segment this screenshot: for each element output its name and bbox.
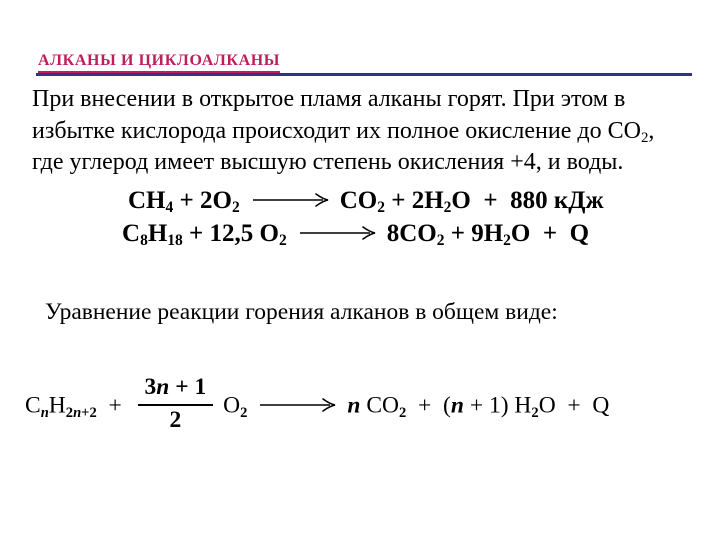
fraction-denominator	[138, 406, 214, 434]
subscript: 2	[640, 129, 649, 146]
subscript: 4	[165, 199, 174, 217]
intro-line	[32, 147, 700, 179]
long-right-arrow-icon	[297, 225, 377, 241]
page-title: АЛКАНЫ И ЦИКЛОАЛКАНЫ	[38, 52, 280, 73]
text-token: CH	[128, 187, 166, 214]
text-token: + 1) H	[463, 392, 532, 419]
text-token: При внесении в открытое пламя алканы горят. При этом в	[32, 86, 626, 112]
general-equation-caption: Уравнение реакции горения алканов в общем виде:	[45, 299, 558, 325]
subscript: 2	[503, 232, 511, 250]
text-token: + 9H	[444, 220, 504, 247]
subscript: 2	[65, 404, 74, 421]
text-token: CO	[339, 187, 378, 214]
text-token: + 2O	[173, 187, 232, 214]
fraction-numerator	[138, 375, 214, 406]
text-token: n	[347, 392, 361, 419]
text-token: +	[96, 392, 134, 419]
text-token: + 1	[169, 374, 207, 400]
text-token: n	[156, 374, 170, 400]
text-token: O + Q	[538, 392, 610, 419]
text-token: O	[217, 392, 241, 419]
subscript: 2	[231, 199, 240, 217]
text-token: ,	[648, 117, 655, 144]
long-right-arrow-icon	[250, 192, 330, 208]
subscript: 2	[399, 404, 407, 421]
text-token: + (	[406, 392, 451, 419]
intro-paragraph	[32, 84, 700, 179]
text-token: CO	[360, 392, 400, 419]
text-token: 8CO	[386, 220, 437, 247]
fraction	[138, 375, 214, 434]
subscript: +2	[81, 404, 97, 421]
text-token: C	[122, 220, 141, 247]
subscript: 2	[436, 232, 445, 250]
text-token: где углерод имеет высшую степень окисления +4, и воды.	[32, 149, 624, 175]
text-token: избытке кислорода происходит их полное окисление до CO	[32, 117, 641, 144]
title-divider	[36, 73, 692, 76]
subscript: 2	[443, 199, 452, 217]
subscript: 2	[377, 199, 385, 217]
text-token: H	[147, 220, 168, 247]
subscript: 2	[531, 404, 539, 421]
text-token: + 12,5 O	[182, 220, 279, 247]
subscript: n	[73, 404, 82, 421]
subscript: 2	[240, 404, 248, 421]
equation-octane-combustion	[122, 219, 589, 249]
text-token: H	[48, 392, 66, 419]
intro-line	[32, 116, 700, 148]
subscript: 18	[167, 232, 183, 250]
equation-general-combustion	[25, 374, 610, 437]
text-token: O + 880 кДж	[451, 187, 604, 214]
long-right-arrow-icon	[257, 397, 337, 413]
text-token: 2	[169, 406, 182, 433]
text-token: 3	[144, 374, 157, 400]
text-token: O + Q	[510, 220, 590, 247]
subscript: 2	[278, 232, 287, 250]
intro-line	[32, 84, 700, 116]
text-token: n	[450, 392, 464, 419]
text-token: + 2H	[384, 187, 444, 214]
subscript: 8	[140, 232, 148, 250]
text-token: C	[25, 392, 41, 419]
equation-methane-combustion	[128, 186, 604, 216]
subscript: n	[40, 404, 49, 421]
